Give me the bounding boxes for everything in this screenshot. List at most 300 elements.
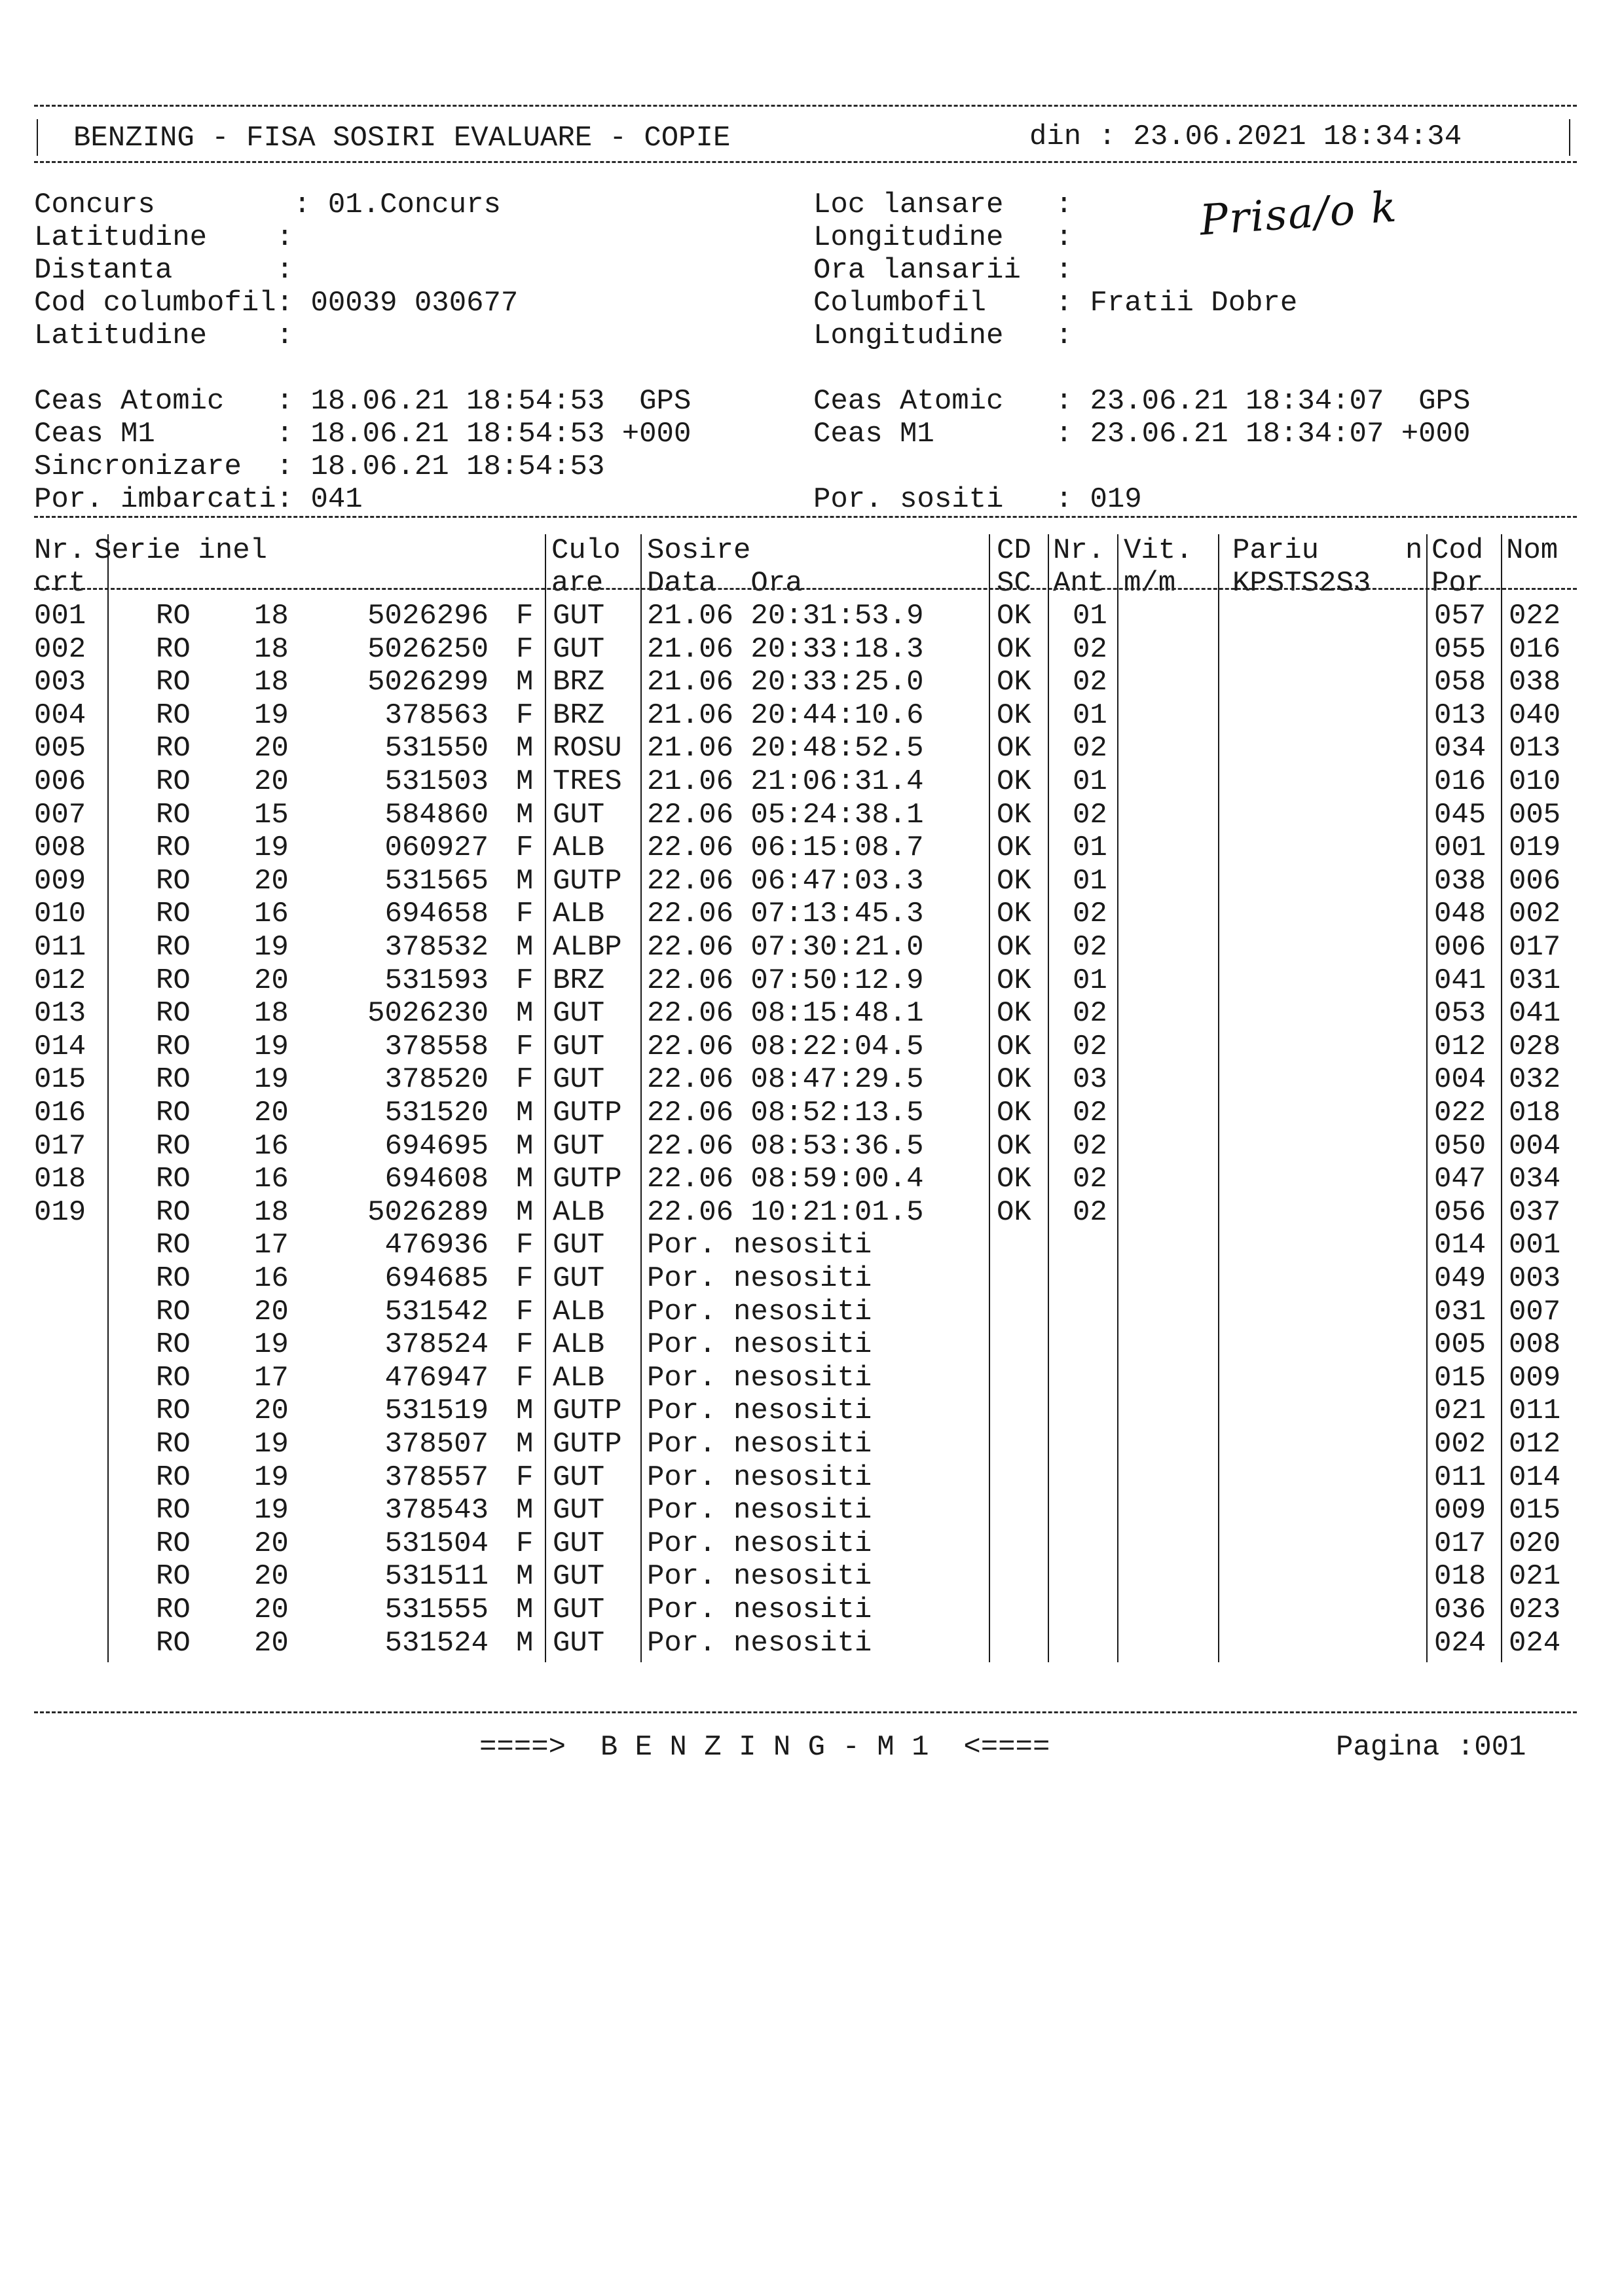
- cell-antenna: 02: [1073, 666, 1107, 699]
- cell-ring: 060927: [384, 831, 489, 865]
- cell-year: 15: [254, 798, 289, 831]
- cell-nr: 013: [34, 997, 86, 1030]
- cell-ring: 5026230: [367, 997, 489, 1030]
- cell-ring: 531519: [384, 1394, 489, 1428]
- cell-nom: 023: [1509, 1594, 1561, 1626]
- cell-arrival: Por. nesositi: [647, 1361, 872, 1394]
- cell-nr: 008: [34, 831, 86, 865]
- table-bottom-rule: [34, 1711, 1577, 1713]
- column-bar: [640, 534, 642, 1662]
- cell-code: 031: [1434, 1295, 1486, 1328]
- cell-sex: F: [516, 1527, 534, 1560]
- cell-arrival: 22.06 08:15:48.1: [647, 997, 924, 1030]
- cell-ring: 378507: [384, 1428, 489, 1461]
- cell-year: 20: [254, 864, 289, 898]
- cell-cdsc: OK: [997, 765, 1031, 798]
- cell-year: 19: [254, 1494, 289, 1527]
- cell-arrival: 22.06 07:30:21.0: [647, 931, 924, 964]
- header-cdsc-line1: CD: [997, 534, 1031, 567]
- cell-sex: M: [516, 1394, 534, 1428]
- cell-arrival: 22.06 08:59:00.4: [647, 1163, 924, 1196]
- cell-ring: 378558: [384, 1030, 489, 1063]
- cell-arrival: Por. nesositi: [647, 1527, 872, 1560]
- info-longitudine-loft: Longitudine :: [813, 319, 1073, 352]
- cell-ring: 5026289: [367, 1195, 489, 1229]
- cell-sex: M: [516, 1560, 534, 1594]
- cell-code: 047: [1434, 1163, 1486, 1196]
- cell-color: ALBP: [553, 931, 622, 964]
- cell-arrival: 21.06 20:44:10.6: [647, 699, 924, 732]
- cell-cdsc: OK: [997, 666, 1031, 699]
- cell-sex: M: [516, 732, 534, 765]
- header-vit-line2: m/m: [1124, 567, 1176, 600]
- cell-cdsc: OK: [997, 600, 1031, 632]
- cell-code: 015: [1434, 1361, 1486, 1394]
- clock-sincronizare: Sincronizare : 18.06.21 18:54:53: [34, 450, 605, 483]
- cell-sex: F: [516, 1262, 534, 1295]
- column-bar: [1117, 534, 1118, 1662]
- cell-country: RO: [156, 632, 191, 666]
- cell-sex: F: [516, 898, 534, 931]
- cell-sex: F: [516, 1063, 534, 1097]
- cell-year: 20: [254, 1097, 289, 1129]
- cell-arrival: 22.06 08:52:13.5: [647, 1097, 924, 1129]
- cell-country: RO: [156, 1428, 191, 1461]
- cell-cdsc: OK: [997, 831, 1031, 865]
- cell-code: 011: [1434, 1461, 1486, 1494]
- cell-year: 16: [254, 1129, 289, 1163]
- cell-ring: 378524: [384, 1328, 489, 1362]
- info-concurs: Concurs : 01.Concurs: [34, 189, 501, 221]
- cell-ring: 5026296: [367, 600, 489, 632]
- cell-code: 045: [1434, 798, 1486, 831]
- cell-arrival: 21.06 21:06:31.4: [647, 765, 924, 798]
- header-cod-line1: Cod: [1431, 534, 1484, 567]
- info-longitudine-release: Longitudine :: [813, 221, 1073, 254]
- header-nr-line1: Nr.: [34, 534, 86, 567]
- cell-sex: M: [516, 931, 534, 964]
- clock-atomic-start: Ceas Atomic : 18.06.21 18:54:53 GPS: [34, 385, 692, 418]
- cell-nr: 010: [34, 898, 86, 931]
- cell-year: 19: [254, 831, 289, 865]
- cell-year: 19: [254, 1328, 289, 1362]
- cell-antenna: 02: [1073, 632, 1107, 666]
- cell-country: RO: [156, 1262, 191, 1295]
- cell-year: 16: [254, 1163, 289, 1196]
- cell-color: GUT: [553, 1262, 605, 1295]
- cell-cdsc: OK: [997, 732, 1031, 765]
- cell-code: 038: [1434, 864, 1486, 898]
- cell-arrival: 21.06 20:48:52.5: [647, 732, 924, 765]
- cell-country: RO: [156, 666, 191, 699]
- cell-nr: 004: [34, 699, 86, 732]
- cell-nom: 014: [1509, 1461, 1561, 1494]
- cell-year: 18: [254, 666, 289, 699]
- cell-arrival: 22.06 10:21:01.5: [647, 1195, 924, 1229]
- cell-color: GUT: [553, 1560, 605, 1594]
- cell-nr: 007: [34, 798, 86, 831]
- cell-country: RO: [156, 964, 191, 997]
- header-sosire-line2: Data Ora: [647, 567, 803, 600]
- cell-ring: 694685: [384, 1262, 489, 1295]
- cell-country: RO: [156, 1295, 191, 1328]
- cell-country: RO: [156, 1328, 191, 1362]
- cell-arrival: 22.06 06:15:08.7: [647, 831, 924, 865]
- cell-arrival: 22.06 08:47:29.5: [647, 1063, 924, 1097]
- cell-year: 19: [254, 1030, 289, 1063]
- cell-arrival: 21.06 20:31:53.9: [647, 600, 924, 632]
- cell-sex: F: [516, 1030, 534, 1063]
- cell-code: 022: [1434, 1097, 1486, 1129]
- cell-cdsc: OK: [997, 997, 1031, 1030]
- cell-ring: 531542: [384, 1295, 489, 1328]
- cell-color: ALB: [553, 1295, 605, 1328]
- column-bar: [1501, 534, 1502, 1662]
- cell-arrival: Por. nesositi: [647, 1394, 872, 1428]
- cell-color: GUT: [553, 1594, 605, 1626]
- cell-sex: M: [516, 997, 534, 1030]
- cell-year: 18: [254, 600, 289, 632]
- cell-antenna: 01: [1073, 600, 1107, 632]
- cell-sex: M: [516, 666, 534, 699]
- cell-nom: 041: [1509, 997, 1561, 1030]
- cell-antenna: 02: [1073, 1097, 1107, 1129]
- header-nrant-line2: Ant: [1053, 567, 1105, 600]
- cell-arrival: Por. nesositi: [647, 1560, 872, 1594]
- cell-code: 036: [1434, 1594, 1486, 1626]
- birds-arrived: Por. sositi : 019: [813, 483, 1142, 516]
- cell-nom: 006: [1509, 864, 1561, 898]
- cell-year: 20: [254, 1295, 289, 1328]
- cell-code: 017: [1434, 1527, 1486, 1560]
- cell-color: GUTP: [553, 1163, 622, 1196]
- cell-year: 20: [254, 732, 289, 765]
- header-sosire-line1: Sosire: [647, 534, 751, 567]
- header-serie-line1: Serie inel: [94, 534, 268, 567]
- cell-year: 19: [254, 699, 289, 732]
- cell-cdsc: OK: [997, 964, 1031, 997]
- cell-color: BRZ: [553, 699, 605, 732]
- cell-year: 18: [254, 1195, 289, 1229]
- cell-nom: 008: [1509, 1328, 1561, 1362]
- cell-code: 013: [1434, 699, 1486, 732]
- cell-country: RO: [156, 1163, 191, 1196]
- cell-sex: M: [516, 864, 534, 898]
- cell-code: 001: [1434, 831, 1486, 865]
- cell-nr: 006: [34, 765, 86, 798]
- cell-ring: 584860: [384, 798, 489, 831]
- cell-nom: 015: [1509, 1494, 1561, 1527]
- cell-nr: 015: [34, 1063, 86, 1097]
- cell-arrival: Por. nesositi: [647, 1229, 872, 1262]
- cell-country: RO: [156, 997, 191, 1030]
- cell-color: GUTP: [553, 864, 622, 898]
- cell-arrival: 22.06 07:50:12.9: [647, 964, 924, 997]
- cell-arrival: 22.06 07:13:45.3: [647, 898, 924, 931]
- cell-antenna: 02: [1073, 1129, 1107, 1163]
- header-cdsc-line2: SC: [997, 567, 1031, 600]
- cell-sex: F: [516, 1328, 534, 1362]
- print-timestamp: din : 23.06.2021 18:34:34: [1029, 120, 1462, 153]
- cell-arrival: 22.06 08:22:04.5: [647, 1030, 924, 1063]
- cell-sex: M: [516, 1626, 534, 1660]
- cell-antenna: 02: [1073, 931, 1107, 964]
- cell-ring: 378557: [384, 1461, 489, 1494]
- cell-ring: 531555: [384, 1594, 489, 1626]
- info-distanta: Distanta :: [34, 254, 294, 287]
- column-bar: [545, 534, 546, 1662]
- column-bar: [1218, 534, 1219, 1662]
- cell-ring: 378563: [384, 699, 489, 732]
- handwritten-note: Prisa/o k: [1198, 183, 1399, 246]
- cell-cdsc: OK: [997, 1129, 1031, 1163]
- cell-nom: 019: [1509, 831, 1561, 865]
- cell-nom: 024: [1509, 1626, 1561, 1660]
- cell-ring: 531550: [384, 732, 489, 765]
- cell-code: 005: [1434, 1328, 1486, 1362]
- cell-nom: 022: [1509, 600, 1561, 632]
- cell-sex: M: [516, 1163, 534, 1196]
- cell-color: GUT: [553, 632, 605, 666]
- cell-sex: F: [516, 1229, 534, 1262]
- cell-color: GUT: [553, 1129, 605, 1163]
- cell-nom: 002: [1509, 898, 1561, 931]
- cell-country: RO: [156, 931, 191, 964]
- cell-year: 16: [254, 898, 289, 931]
- header-culoare-line2: are: [551, 567, 604, 600]
- cell-antenna: 01: [1073, 864, 1107, 898]
- cell-cdsc: OK: [997, 864, 1031, 898]
- cell-cdsc: OK: [997, 632, 1031, 666]
- cell-sex: M: [516, 765, 534, 798]
- cell-ring: 5026250: [367, 632, 489, 666]
- cell-sex: M: [516, 1428, 534, 1461]
- cell-code: 049: [1434, 1262, 1486, 1295]
- cell-country: RO: [156, 765, 191, 798]
- cell-nom: 020: [1509, 1527, 1561, 1560]
- cell-code: 021: [1434, 1394, 1486, 1428]
- cell-antenna: 02: [1073, 1163, 1107, 1196]
- cell-sex: M: [516, 798, 534, 831]
- header-culoare-line1: Culo: [551, 534, 621, 567]
- cell-year: 19: [254, 931, 289, 964]
- cell-antenna: 02: [1073, 732, 1107, 765]
- cell-ring: 531593: [384, 964, 489, 997]
- cell-ring: 531503: [384, 765, 489, 798]
- clock-m1-start: Ceas M1 : 18.06.21 18:54:53 +000: [34, 418, 692, 450]
- column-bar: [1426, 534, 1428, 1662]
- cell-year: 17: [254, 1361, 289, 1394]
- cell-code: 048: [1434, 898, 1486, 931]
- cell-year: 19: [254, 1063, 289, 1097]
- cell-cdsc: OK: [997, 931, 1031, 964]
- cell-country: RO: [156, 1030, 191, 1063]
- cell-ring: 531511: [384, 1560, 489, 1594]
- cell-country: RO: [156, 699, 191, 732]
- cell-nom: 011: [1509, 1394, 1561, 1428]
- cell-nom: 028: [1509, 1030, 1561, 1063]
- cell-ring: 531524: [384, 1626, 489, 1660]
- cell-nom: 040: [1509, 699, 1561, 732]
- cell-sex: M: [516, 1494, 534, 1527]
- cell-code: 034: [1434, 732, 1486, 765]
- cell-arrival: 22.06 08:53:36.5: [647, 1129, 924, 1163]
- cell-nom: 037: [1509, 1195, 1561, 1229]
- cell-cdsc: OK: [997, 1063, 1031, 1097]
- cell-cdsc: OK: [997, 1163, 1031, 1196]
- cell-country: RO: [156, 1527, 191, 1560]
- cell-country: RO: [156, 831, 191, 865]
- table-header-top-rule: [34, 516, 1577, 518]
- cell-color: GUT: [553, 798, 605, 831]
- cell-arrival: Por. nesositi: [647, 1428, 872, 1461]
- cell-ring: 694608: [384, 1163, 489, 1196]
- cell-sex: F: [516, 1295, 534, 1328]
- cell-color: ALB: [553, 831, 605, 865]
- cell-country: RO: [156, 1461, 191, 1494]
- cell-sex: F: [516, 831, 534, 865]
- cell-country: RO: [156, 1229, 191, 1262]
- cell-sex: F: [516, 600, 534, 632]
- cell-cdsc: OK: [997, 798, 1031, 831]
- cell-ring: 694695: [384, 1129, 489, 1163]
- cell-country: RO: [156, 1394, 191, 1428]
- cell-year: 20: [254, 1394, 289, 1428]
- cell-nom: 009: [1509, 1361, 1561, 1394]
- cell-sex: F: [516, 1461, 534, 1494]
- cell-cdsc: OK: [997, 1195, 1031, 1229]
- cell-nom: 001: [1509, 1229, 1561, 1262]
- cell-ring: 531520: [384, 1097, 489, 1129]
- cell-ring: 531504: [384, 1527, 489, 1560]
- cell-ring: 378520: [384, 1063, 489, 1097]
- cell-country: RO: [156, 1097, 191, 1129]
- document-title: BENZING - FISA SOSIRI EVALUARE - COPIE: [73, 122, 731, 155]
- info-latitudine-loft: Latitudine :: [34, 319, 294, 352]
- cell-year: 19: [254, 1461, 289, 1494]
- cell-country: RO: [156, 1626, 191, 1660]
- cell-nom: 016: [1509, 632, 1561, 666]
- cell-code: 056: [1434, 1195, 1486, 1229]
- cell-year: 20: [254, 1527, 289, 1560]
- cell-year: 18: [254, 997, 289, 1030]
- cell-code: 004: [1434, 1063, 1486, 1097]
- cell-color: GUT: [553, 1626, 605, 1660]
- cell-code: 016: [1434, 765, 1486, 798]
- cell-arrival: Por. nesositi: [647, 1328, 872, 1362]
- info-columbofil: Columbofil : Fratii Dobre: [813, 287, 1298, 319]
- cell-nom: 005: [1509, 798, 1561, 831]
- cell-year: 19: [254, 1428, 289, 1461]
- cell-antenna: 02: [1073, 1030, 1107, 1063]
- cell-sex: F: [516, 699, 534, 732]
- cell-color: TRES: [553, 765, 622, 798]
- cell-country: RO: [156, 798, 191, 831]
- column-bar: [107, 534, 109, 1662]
- cell-nr: 002: [34, 632, 86, 666]
- cell-color: GUTP: [553, 1097, 622, 1129]
- cell-color: ROSU: [553, 732, 622, 765]
- cell-color: GUT: [553, 1229, 605, 1262]
- clock-atomic-end: Ceas Atomic : 23.06.21 18:34:07 GPS: [813, 385, 1471, 418]
- header-cod-line2: Por: [1431, 567, 1484, 600]
- clock-m1-end: Ceas M1 : 23.06.21 18:34:07 +000: [813, 418, 1471, 450]
- info-latitudine-release: Latitudine :: [34, 221, 294, 254]
- info-cod-columbofil: Cod columbofil: 00039 030677: [34, 287, 519, 319]
- cell-color: GUT: [553, 1063, 605, 1097]
- cell-sex: F: [516, 964, 534, 997]
- cell-arrival: Por. nesositi: [647, 1295, 872, 1328]
- cell-country: RO: [156, 1560, 191, 1594]
- cell-arrival: 22.06 05:24:38.1: [647, 798, 924, 831]
- cell-country: RO: [156, 1063, 191, 1097]
- cell-nr: 016: [34, 1097, 86, 1129]
- cell-code: 053: [1434, 997, 1486, 1030]
- cell-nom: 003: [1509, 1262, 1561, 1295]
- cell-year: 20: [254, 964, 289, 997]
- cell-year: 20: [254, 765, 289, 798]
- cell-nr: 012: [34, 964, 86, 997]
- cell-cdsc: OK: [997, 699, 1031, 732]
- cell-arrival: 21.06 20:33:18.3: [647, 632, 924, 666]
- column-bar: [989, 534, 990, 1662]
- cell-sex: M: [516, 1195, 534, 1229]
- cell-antenna: 03: [1073, 1063, 1107, 1097]
- cell-sex: M: [516, 1594, 534, 1626]
- cell-year: 18: [254, 632, 289, 666]
- cell-color: GUT: [553, 600, 605, 632]
- cell-color: ALB: [553, 1195, 605, 1229]
- cell-color: GUTP: [553, 1394, 622, 1428]
- cell-nom: 031: [1509, 964, 1561, 997]
- cell-arrival: 21.06 20:33:25.0: [647, 666, 924, 699]
- cell-color: GUT: [553, 1030, 605, 1063]
- cell-arrival: Por. nesositi: [647, 1626, 872, 1660]
- cell-cdsc: OK: [997, 1030, 1031, 1063]
- cell-nom: 004: [1509, 1129, 1561, 1163]
- cell-nr: 018: [34, 1163, 86, 1196]
- cell-nom: 010: [1509, 765, 1561, 798]
- title-bottom-rule: [34, 161, 1577, 163]
- cell-nom: 032: [1509, 1063, 1561, 1097]
- birds-basketed: Por. imbarcati: 041: [34, 483, 363, 516]
- title-right-bar: [1569, 119, 1570, 156]
- cell-color: GUTP: [553, 1428, 622, 1461]
- cell-country: RO: [156, 1361, 191, 1394]
- cell-sex: M: [516, 1129, 534, 1163]
- cell-code: 041: [1434, 964, 1486, 997]
- header-nrant-line1: Nr.: [1053, 534, 1105, 567]
- cell-ring: 476947: [384, 1361, 489, 1394]
- cell-nr: 001: [34, 600, 86, 632]
- cell-nom: 018: [1509, 1097, 1561, 1129]
- cell-cdsc: OK: [997, 898, 1031, 931]
- cell-code: 055: [1434, 632, 1486, 666]
- cell-antenna: 01: [1073, 765, 1107, 798]
- title-left-bar: [37, 119, 38, 156]
- cell-arrival: Por. nesositi: [647, 1262, 872, 1295]
- cell-year: 20: [254, 1594, 289, 1626]
- cell-sex: F: [516, 1361, 534, 1394]
- title-top-rule: [34, 105, 1577, 107]
- cell-color: GUT: [553, 1494, 605, 1527]
- header-pariu-line2: KPSTS2S3: [1232, 567, 1371, 600]
- cell-code: 058: [1434, 666, 1486, 699]
- cell-code: 050: [1434, 1129, 1486, 1163]
- cell-nom: 021: [1509, 1560, 1561, 1594]
- cell-ring: 378543: [384, 1494, 489, 1527]
- cell-sex: M: [516, 1097, 534, 1129]
